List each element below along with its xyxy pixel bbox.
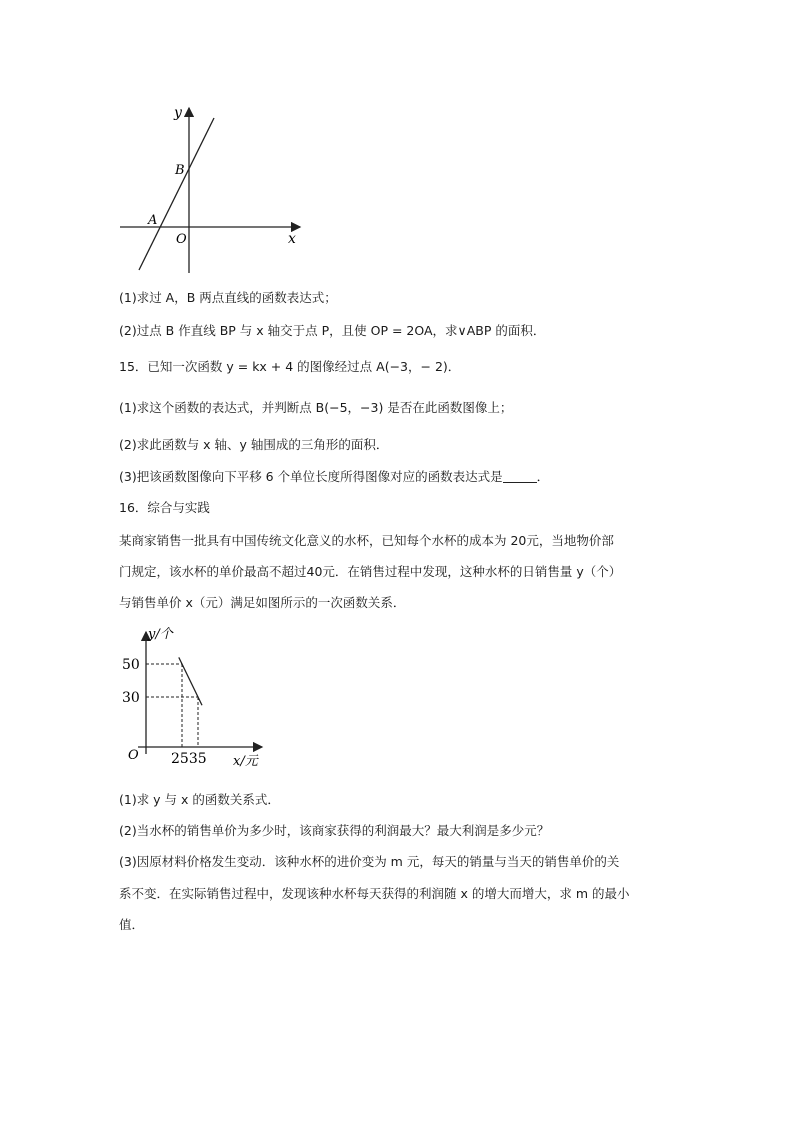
chart-x-label: x/元 [233,754,258,769]
q16-part1: (1)求 y 与 x 的函数关系式． [119,792,280,807]
q15-part3-end: ． [536,469,550,484]
q14-part1: (1)求过 A，B 两点直线的函数表达式； [119,290,337,305]
q16-part2: (2)当水杯的销售单价为多少时，该商家获得的利润最大？最大利润是多少元？ [119,823,550,838]
q15-part2: (2)求此函数与 x 轴、y 轴围成的三角形的面积． [119,437,389,452]
q15-part1: (1)求这个函数的表达式，并判断点 B(−5，−3) 是否在此函数图像上； [119,400,513,415]
figure-line-ab [110,98,310,278]
point-a-label: A [148,213,158,228]
q16-para-line2: 门规定，该水杯的单价最高不超过40元．在销售过程中发现，这种水杯的日销售量 y（个） [119,564,622,579]
y-axis-label: y [174,105,182,121]
q15-part3-text: (3)把该函数图像向下平移 6 个单位长度所得图像对应的函数表达式是 [119,469,503,484]
q15-part3 [119,468,549,486]
q16-para-line1: 某商家销售一批具有中国传统文化意义的水杯，已知每个水杯的成本为 20元，当地物价部 [119,533,614,548]
answer-blank [503,470,537,483]
y-tick-label-1: 30 [122,690,140,706]
q16-para-line3: 与销售单价 x（元）满足如图所示的一次函数关系． [119,595,406,610]
origin-label: O [176,232,187,247]
q14-part2: (2)过点 B 作直线 BP 与 x 轴交于点 P，且使 OP = 2OA，求∨ABP 的面积． [119,323,546,338]
x-axis-label: x [288,231,296,247]
q16-part3-line2: 系不变．在实际销售过程中，发现该种水杯每天获得的利润随 x 的增大而增大，求 m 的最小 [119,886,630,901]
q16-part3-line3: 值． [119,917,145,932]
y-tick-label-0: 50 [122,657,140,673]
line-ab [139,118,214,270]
chart-origin-label: O [128,748,139,763]
sales-chart [110,622,280,772]
chart-y-label: y/个 [148,627,173,642]
q16-title: 16．综合与实践 [119,500,210,515]
q15-stem: 15．已知一次函数 y = kx + 4 的图像经过点 A(−3，− 2)． [119,359,461,374]
point-b-label: B [175,163,185,178]
q16-part3-line1: (3)因原材料价格发生变动．该种水杯的进价变为 m 元，每天的销量与当天的销售单价的关 [119,854,620,869]
x-tick-labels: 2535 [171,751,207,767]
